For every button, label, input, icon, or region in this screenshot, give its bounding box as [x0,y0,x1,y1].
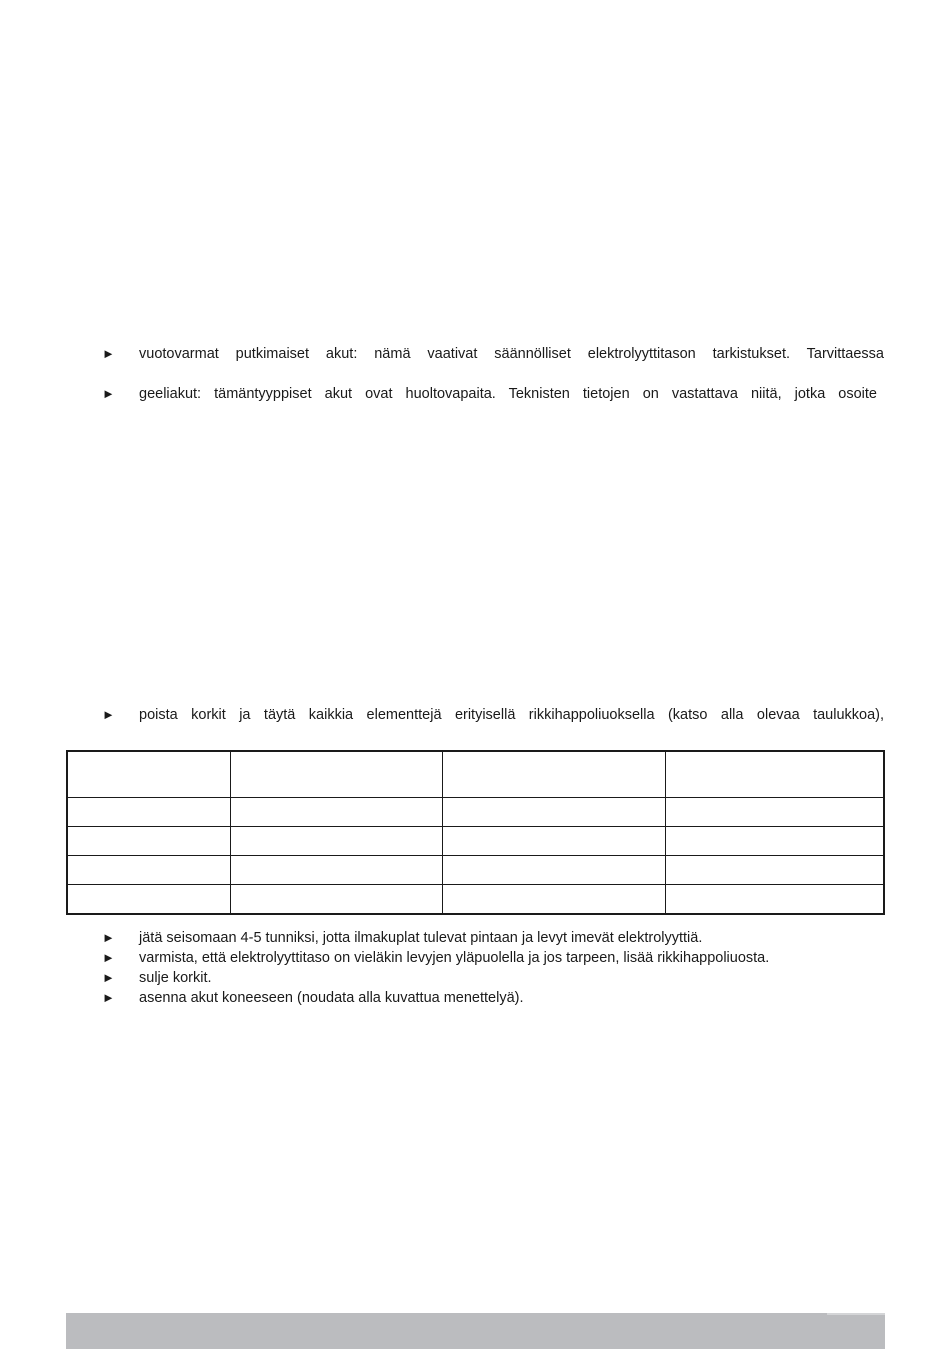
bullet-arrow-icon: ► [102,930,115,945]
footer-tab-accent [827,1313,885,1315]
table-cell [443,885,666,915]
bullet-text: poista korkit ja täytä kaikkia elementtejä erityisellä rikkihappoliuoksella (katso alla olevaa taulukkoa), [139,707,884,723]
bullet-text: jätä seisomaan 4-5 tunniksi, jotta ilmakuplat tulevat pintaan ja levyt imevät elektrolyyttiä. [139,930,703,946]
bullet-text: asenna akut koneeseen (noudata alla kuvattua menettelyä). [139,990,524,1006]
bullet-arrow-icon: ► [102,950,115,965]
table-cell [666,885,885,915]
table-cell [666,827,885,856]
table-cell [666,798,885,827]
table-cell [666,856,885,885]
table-header-cell [67,751,231,798]
table-cell [443,856,666,885]
bullet-text: sulje korkit. [139,970,212,986]
acid-density-table [66,750,885,915]
table-cell [231,798,443,827]
table-row [67,798,884,827]
table-header-cell [666,751,885,798]
bullet-arrow-icon: ► [102,990,115,1005]
table-cell [67,827,231,856]
bullet-text: varmista, että elektrolyyttitaso on vieläkin levyjen yläpuolella ja jos tarpeen, lisää rikkihappoliuosta. [139,950,770,966]
table-header-cell [443,751,666,798]
table-row [67,827,884,856]
table-cell [231,827,443,856]
bullet-arrow-icon: ► [102,346,115,361]
bullet-arrow-icon: ► [102,386,115,401]
bullet-text: geeliakut: tämäntyyppiset akut ovat huoltovapaita. Teknisten tietojen on vastattava niitä, jotka osoite [139,386,877,402]
table-cell [67,885,231,915]
table-header-row [67,751,884,798]
table-cell [443,798,666,827]
table-row [67,885,884,915]
table-header-cell [231,751,443,798]
table-cell [67,798,231,827]
table-row [67,856,884,885]
table-cell [231,856,443,885]
page-footer-bar [66,1313,885,1349]
bullet-arrow-icon: ► [102,707,115,722]
table-cell [67,856,231,885]
table-cell [231,885,443,915]
bullet-arrow-icon: ► [102,970,115,985]
table-cell [443,827,666,856]
bullet-text: vuotovarmat putkimaiset akut: nämä vaativat säännölliset elektrolyyttitason tarkistukset. Tarvittaessa [139,346,884,362]
